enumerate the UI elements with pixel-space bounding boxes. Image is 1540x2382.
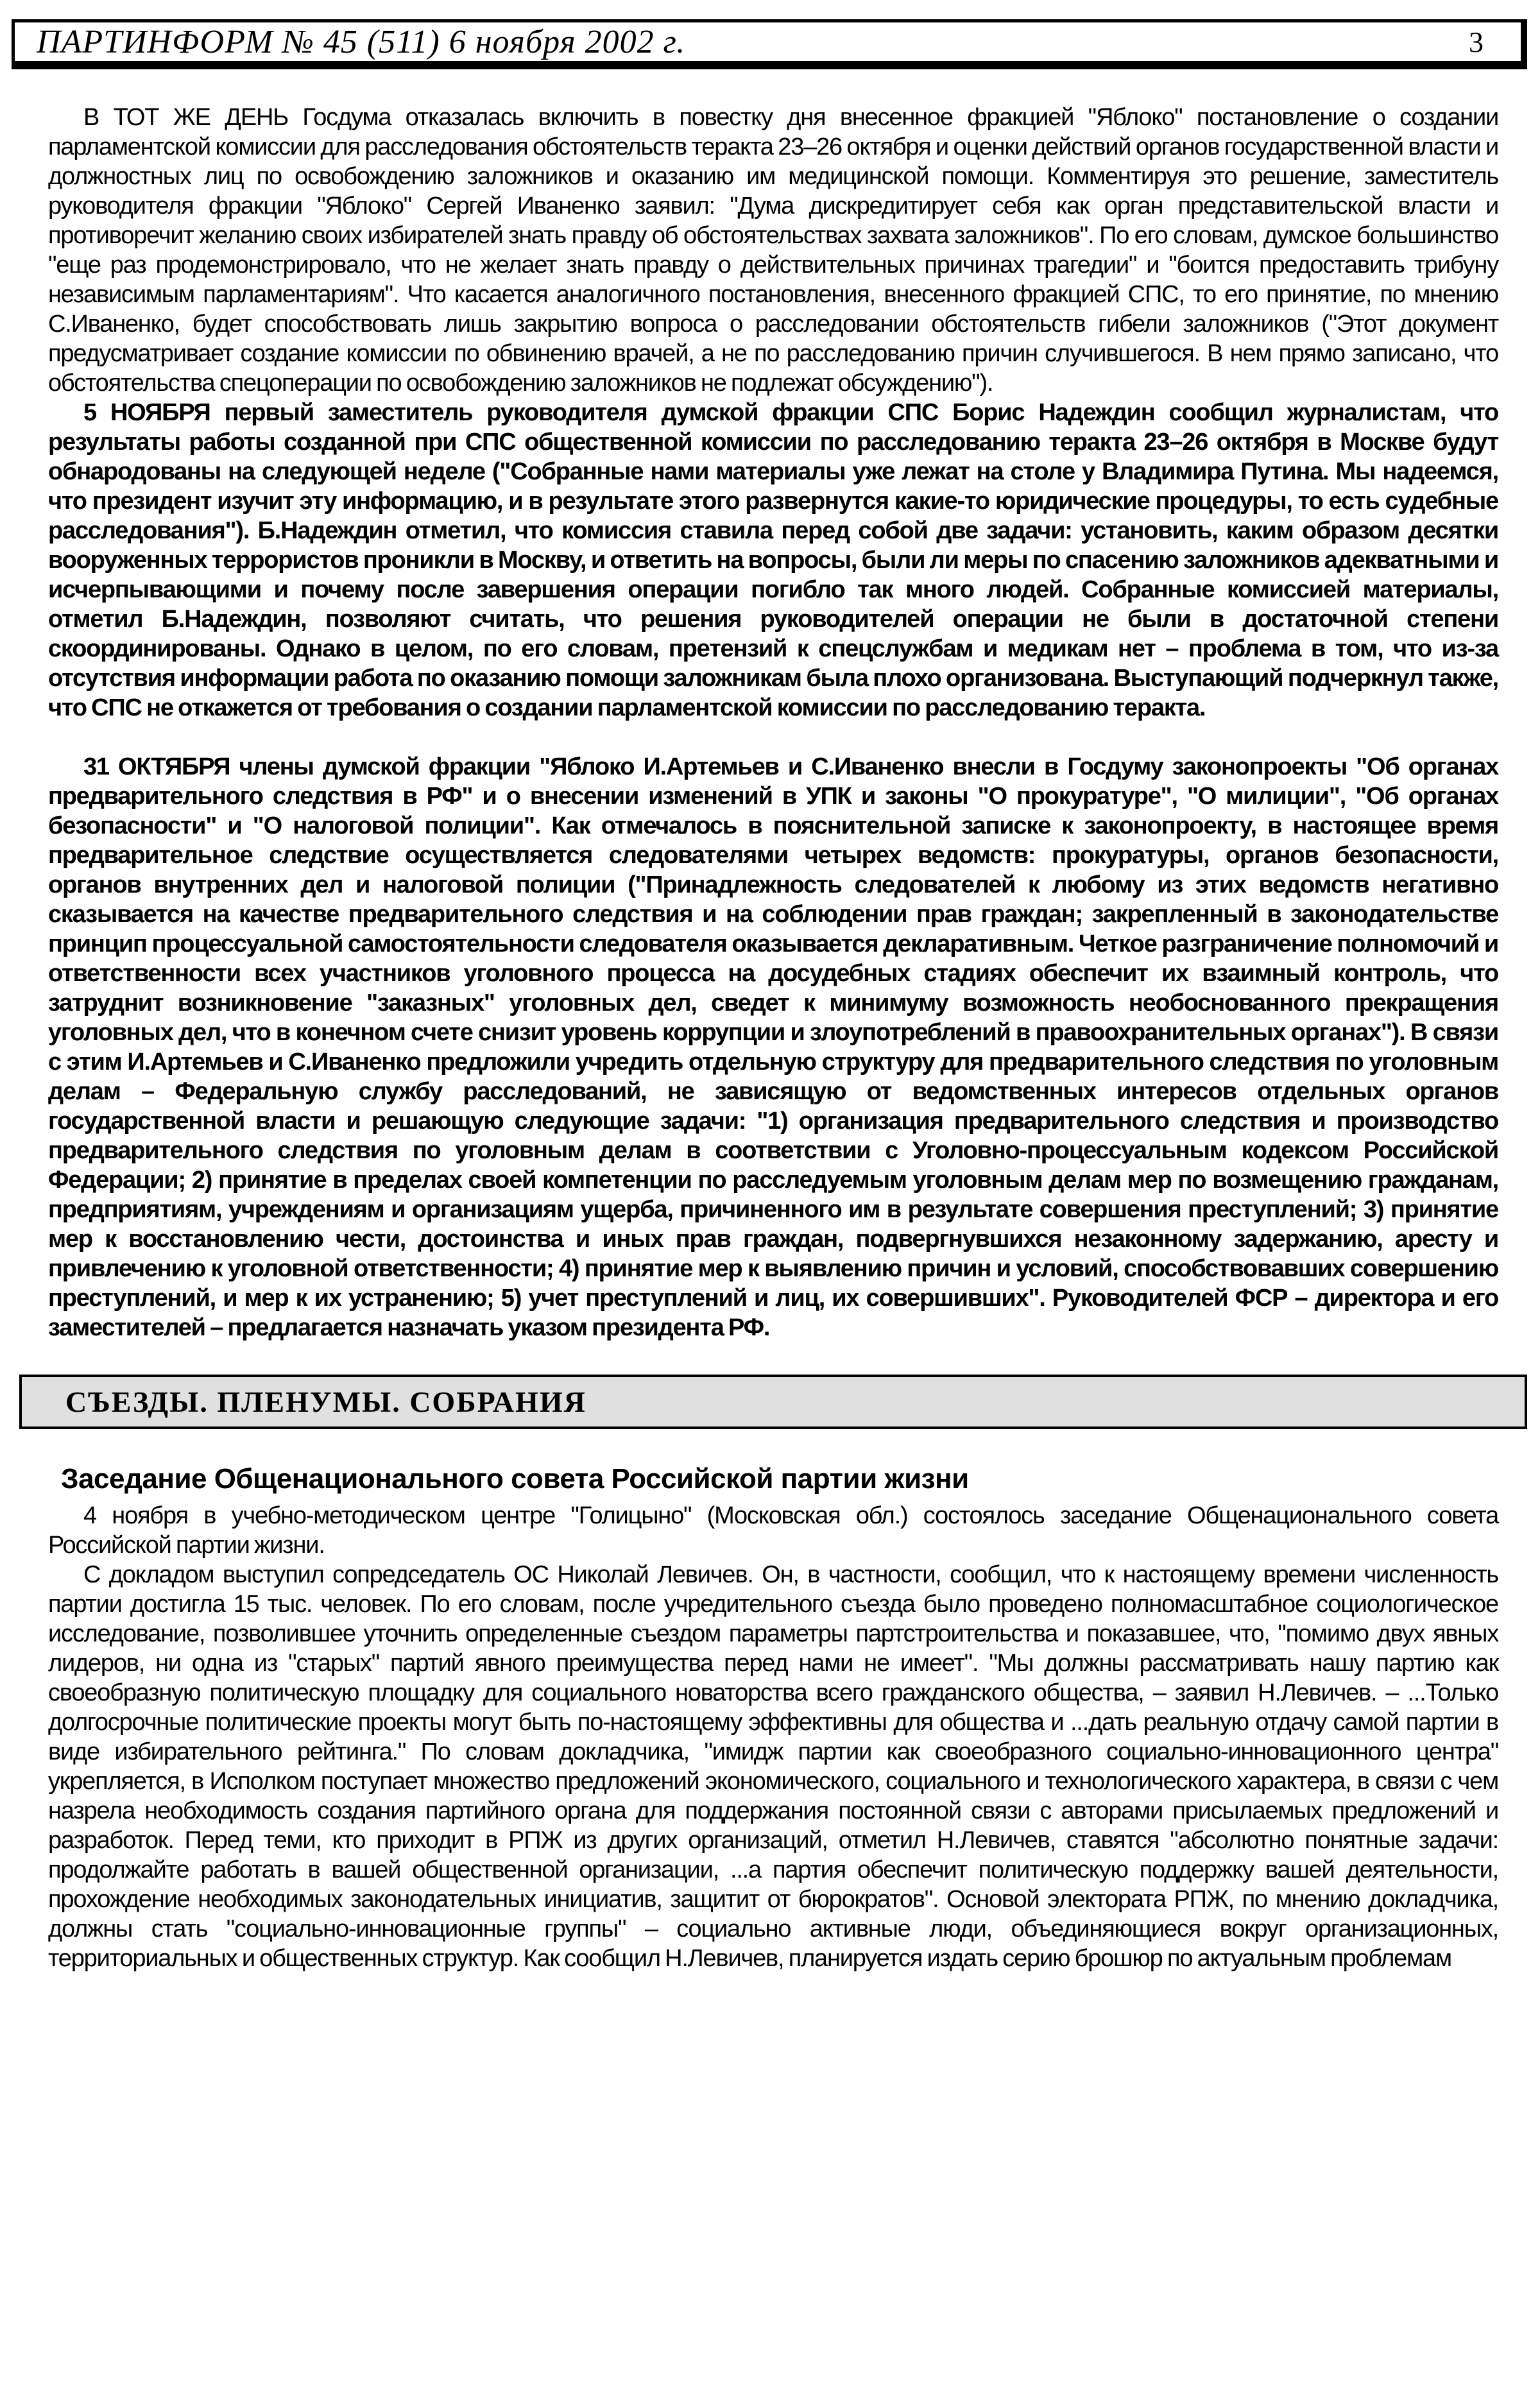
news-paragraph-november-5: 5 НОЯБРЯ первый заместитель руководителя думской фракции СПС Борис Надеждин сообщил журналистам, что результаты работы созданной при СПС общественной комиссии по расследованию теракта 23–26 октября в Москве будут обнародованы на следующей неделе ("Собранные нами материалы уже лежат на столе у Владимира Путина. Мы надеемся, что президент изучит эту информацию, и в результате этого развернутся какие-то юридические процедуры, то есть судебные расследования"). Б.Надеждин отметил, что комиссия ставила перед собой две задачи: установить, каким образом десятки вооруженных террористов проникли в Москву, и ответить на вопросы, были ли меры по спасению заложников адекватными и исчерпывающими и почему после завершения операции погибло так много людей. Собранные комиссией материалы, отметил Б.Надеждин, позволяют считать, что решения руководителей операции не были в достаточной степени скоординированы. Однако в целом, по его словам, претензий к спецслужбам и медикам нет – проблема в том, что из-за отсутствия информации работа по оказанию помощи заложникам была плохо организована. Выступающий подчеркнул также, что СПС не откажется от требования о создании парламентской комиссии по расследованию теракта. — [48, 399, 1498, 721]
masthead-title: ПАРТИНФОРМ № 45 (511) 6 ноября 2002 г. — [37, 23, 686, 60]
article-body — [48, 103, 1498, 1973]
news-paragraph-november-4: 4 ноября в учебно-методическом центре "Голицыно" (Московская обл.) состоялось заседание Общенационального совета Российской партии жизни. — [48, 1502, 1498, 1559]
masthead-box — [12, 19, 1527, 69]
article-subheading: Заседание Общенационального совета Российской партии жизни — [61, 1463, 969, 1495]
news-paragraph-same-day: В ТОТ ЖЕ ДЕНЬ Госдума отказалась включить в повестку дня внесенное фракцией "Яблоко" постановление о создании парламентской комиссии для расследования обстоятельств теракта 23–26 октября и оценки действий органов государственной власти и должностных лиц по освобождению заложников и оказанию им медицинской помощи. Комментируя это решение, заместитель руководителя фракции "Яблоко" Сергей Иваненко заявил: "Дума дискредитирует себя как орган представительской власти и противоречит желанию своих избирателей знать правду об обстоятельствах захвата заложников". По его словам, думское большинство "еще раз продемонстрировало, что не желает знать правду о действительных причинах трагедии" и "боится предоставить трибуну независимым парламентариям". Что касается аналогичного постановления, внесенного фракцией СПС, то его принятие, по мнению С.Иваненко, будет способствовать лишь закрытию вопроса о расследовании обстоятельств гибели заложников ("Этот документ предусматривает создание комиссии по обвинению врачей, а не по расследованию причин случившегося. В нем прямо записано, что обстоятельства спецоперации по освобождению заложников не подлежат обсуждению"). — [48, 104, 1498, 397]
section-banner — [19, 1375, 1527, 1429]
news-paragraph-october-31: 31 ОКТЯБРЯ члены думской фракции "Яблоко И.Артемьев и С.Иваненко внесли в Госдуму законопроекты "Об органах предварительного следствия в РФ" и о внесении изменений в УПК и законы "О прокуратуре", "О милиции", "Об органах безопасности" и "О налоговой полиции". Как отмечалось в пояснительной записке к законопроекту, в настоящее время предварительное следствие осуществляется следователями четырех ведомств: прокуратуры, органов безопасности, органов внутренних дел и налоговой полиции ("Принадлежность следователей к любому из этих ведомств негативно сказывается на качестве предварительного следствия и на соблюдении прав граждан; закрепленный в законодательстве принцип процессуальной самостоятельности следователя оказывается декларативным. Четкое разграничение полномочий и ответственности всех участников уголовного процесса на досудебных стадиях обеспечит их взаимный контроль, что затруднит возникновение "заказных" уголовных дел, сведет к минимуму возможность необоснованного прекращения уголовных дел, что в конечном счете снизит уровень коррупции и злоупотреблений в правоохранительных органах"). В связи с этим И.Артемьев и С.Иваненко предложили учредить отдельную структуру для предварительного следствия по уголовным делам – Федеральную службу расследований, не зависящую от ведомственных интересов отдельных органов государственной власти и решающую следующие задачи: "1) организация предварительного следствия и производство предварительного следствия по уголовным делам в соответствии с Уголовно-процессуальным кодексом Российской Федерации; 2) принятие в пределах своей компетенции по расследуемым уголовным делам мер по возмещению гражданам, предприятиям, учреждениям и организациям ущерба, причиненного им в результате совершения преступлений; 3) принятие мер к восстановлению чести, достоинства и иных прав граждан, подвергнувшихся незаконному задержанию, аресту и привлечению к уголовной ответственности; 4) принятие мер к выявлению причин и условий, способствовавших совершению преступлений, и мер к их устранению; 5) учет преступлений и лиц, их совершивших". Руководителей ФСР – директора и его заместителей – предлагается назначать указом президента РФ. — [48, 753, 1498, 1341]
section-title: СЪЕЗДЫ. ПЛЕНУМЫ. СОБРАНИЯ — [65, 1385, 586, 1418]
page-number: 3 — [1469, 25, 1484, 58]
news-paragraph-levichev-report: С докладом выступил сопредседатель ОС Николай Левичев. Он, в частности, сообщил, что к настоящему времени численность партии достигла 15 тыс. человек. По его словам, после учредительного съезда было проведено полномасштабное социологическое исследование, позволившее уточнить определенные съездом параметры партстроительства и показавшее, что, "помимо двух явных лидеров, ни одна из "старых" партий явного преимущества перед нами не имеет". "Мы должны рассматривать нашу партию как своеобразную политическую площадку для социального новаторства всего гражданского общества, – заявил Н.Левичев. – ...Только долгосрочные политические проекты могут быть по-настоящему эффективны для общества и ...дать реальную отдачу самой партии в виде избирательного рейтинга." По словам докладчика, "имидж партии как своеобразного социально-инновационного центра" укрепляется, в Исполком поступает множество предложений экономического, социального и технологического характера, в связи с чем назрела необходимость создания партийного органа для поддержания постоянной связи с авторами присылаемых предложений и разработок. Перед теми, кто приходит в РПЖ из других организаций, отметил Н.Левичев, ставятся "абсолютно понятные задачи: продолжайте работать в вашей общественной организации, ...а партия обеспечит политическую поддержку вашей деятельности, прохождение необходимых законодательных инициатив, защитит от бюрократов". Основой электората РПЖ, по мнению докладчика, должны стать "социально-инновационные группы" – социально активные люди, объединяющиеся вокруг организационных, территориальных и общественных структур. Как сообщил Н.Левичев, планируется издать серию брошюр по актуальным проблемам — [48, 1561, 1498, 1972]
